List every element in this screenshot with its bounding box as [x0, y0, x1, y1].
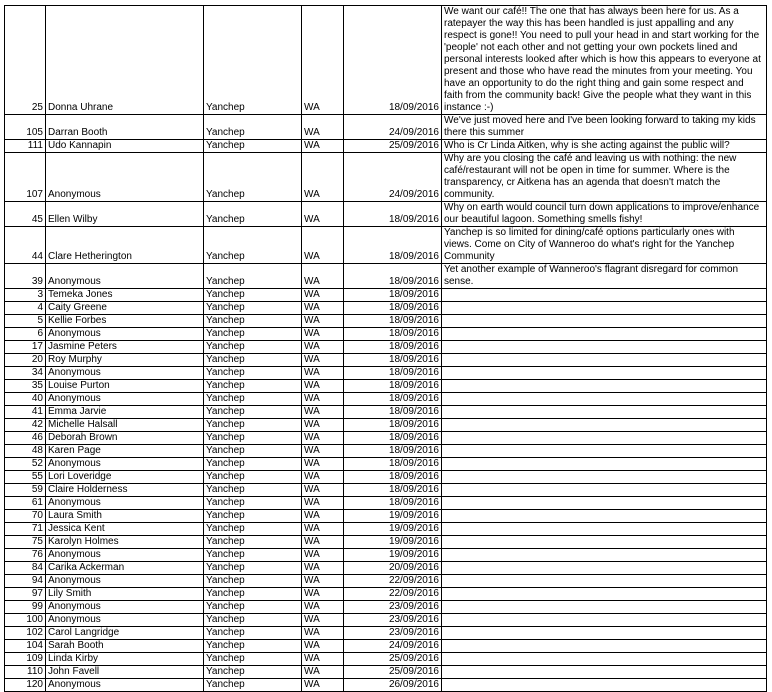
- cell-state: WA: [302, 367, 344, 380]
- cell-suburb: Yanchep: [204, 614, 302, 627]
- cell-comment: [442, 380, 767, 393]
- cell-id: 59: [5, 484, 46, 497]
- cell-id: 44: [5, 227, 46, 264]
- cell-suburb: Yanchep: [204, 6, 302, 115]
- cell-state: WA: [302, 536, 344, 549]
- cell-state: WA: [302, 341, 344, 354]
- cell-date: 18/09/2016: [344, 497, 442, 510]
- cell-state: WA: [302, 549, 344, 562]
- cell-date: 19/09/2016: [344, 549, 442, 562]
- cell-date: 18/09/2016: [344, 302, 442, 315]
- table-row: [5, 432, 767, 445]
- cell-state: WA: [302, 302, 344, 315]
- cell-suburb: Yanchep: [204, 510, 302, 523]
- cell-name: Anonymous: [46, 328, 204, 341]
- table-row: [5, 562, 767, 575]
- cell-date: 25/09/2016: [344, 653, 442, 666]
- cell-date: 19/09/2016: [344, 523, 442, 536]
- cell-date: 18/09/2016: [344, 264, 442, 289]
- cell-state: WA: [302, 393, 344, 406]
- cell-state: WA: [302, 153, 344, 202]
- cell-comment: [442, 471, 767, 484]
- cell-name: Clare Hetherington: [46, 227, 204, 264]
- table-row: [5, 484, 767, 497]
- cell-name: Louise Purton: [46, 380, 204, 393]
- cell-id: 48: [5, 445, 46, 458]
- table-row: [5, 445, 767, 458]
- cell-state: WA: [302, 227, 344, 264]
- table-row: [5, 458, 767, 471]
- table-row: [5, 367, 767, 380]
- cell-comment: [442, 666, 767, 679]
- cell-date: 18/09/2016: [344, 315, 442, 328]
- cell-date: 26/09/2016: [344, 679, 442, 692]
- cell-state: WA: [302, 380, 344, 393]
- cell-state: WA: [302, 601, 344, 614]
- cell-comment: [442, 601, 767, 614]
- cell-name: Anonymous: [46, 497, 204, 510]
- cell-state: WA: [302, 328, 344, 341]
- cell-suburb: Yanchep: [204, 679, 302, 692]
- cell-date: 18/09/2016: [344, 6, 442, 115]
- cell-comment: [442, 406, 767, 419]
- cell-suburb: Yanchep: [204, 202, 302, 227]
- cell-id: 4: [5, 302, 46, 315]
- cell-name: Claire Holderness: [46, 484, 204, 497]
- cell-state: WA: [302, 354, 344, 367]
- table-row: [5, 302, 767, 315]
- table-row: [5, 497, 767, 510]
- cell-name: Anonymous: [46, 601, 204, 614]
- cell-suburb: Yanchep: [204, 445, 302, 458]
- cell-state: WA: [302, 653, 344, 666]
- cell-date: 25/09/2016: [344, 140, 442, 153]
- table-row: [5, 666, 767, 679]
- cell-date: 23/09/2016: [344, 627, 442, 640]
- cell-state: WA: [302, 406, 344, 419]
- cell-comment: [442, 549, 767, 562]
- cell-id: 105: [5, 115, 46, 140]
- cell-id: 40: [5, 393, 46, 406]
- cell-id: 3: [5, 289, 46, 302]
- cell-date: 18/09/2016: [344, 354, 442, 367]
- cell-state: WA: [302, 497, 344, 510]
- cell-date: 24/09/2016: [344, 153, 442, 202]
- cell-comment: [442, 367, 767, 380]
- cell-comment: Yanchep is so limited for dining/café options particularly ones with views. Come on City of Wanneroo do what's right for the Yanchep Community: [442, 227, 767, 264]
- cell-name: John Favell: [46, 666, 204, 679]
- cell-name: Anonymous: [46, 458, 204, 471]
- cell-id: 102: [5, 627, 46, 640]
- table-row: [5, 202, 767, 227]
- cell-name: Laura Smith: [46, 510, 204, 523]
- table-row: [5, 419, 767, 432]
- cell-suburb: Yanchep: [204, 153, 302, 202]
- cell-date: 18/09/2016: [344, 367, 442, 380]
- cell-state: WA: [302, 523, 344, 536]
- cell-comment: [442, 575, 767, 588]
- cell-id: 20: [5, 354, 46, 367]
- table-row: [5, 653, 767, 666]
- cell-state: WA: [302, 432, 344, 445]
- cell-id: 71: [5, 523, 46, 536]
- cell-suburb: Yanchep: [204, 497, 302, 510]
- table-row: [5, 341, 767, 354]
- table-row: [5, 536, 767, 549]
- table-row: [5, 549, 767, 562]
- cell-id: 94: [5, 575, 46, 588]
- cell-suburb: Yanchep: [204, 227, 302, 264]
- table-row: [5, 640, 767, 653]
- cell-id: 100: [5, 614, 46, 627]
- cell-state: WA: [302, 588, 344, 601]
- cell-id: 35: [5, 380, 46, 393]
- cell-date: 18/09/2016: [344, 484, 442, 497]
- table-row: [5, 679, 767, 692]
- cell-id: 34: [5, 367, 46, 380]
- cell-id: 42: [5, 419, 46, 432]
- cell-name: Ellen Wilby: [46, 202, 204, 227]
- table-row: [5, 406, 767, 419]
- cell-date: 19/09/2016: [344, 536, 442, 549]
- cell-date: 24/09/2016: [344, 640, 442, 653]
- cell-date: 22/09/2016: [344, 588, 442, 601]
- cell-state: WA: [302, 614, 344, 627]
- cell-id: 107: [5, 153, 46, 202]
- cell-name: Anonymous: [46, 153, 204, 202]
- cell-suburb: Yanchep: [204, 419, 302, 432]
- cell-name: Emma Jarvie: [46, 406, 204, 419]
- cell-id: 6: [5, 328, 46, 341]
- cell-suburb: Yanchep: [204, 380, 302, 393]
- cell-suburb: Yanchep: [204, 627, 302, 640]
- cell-id: 84: [5, 562, 46, 575]
- cell-name: Sarah Booth: [46, 640, 204, 653]
- cell-id: 97: [5, 588, 46, 601]
- cell-date: 24/09/2016: [344, 115, 442, 140]
- cell-suburb: Yanchep: [204, 289, 302, 302]
- cell-comment: Why on earth would council turn down applications to improve/enhance our beautiful lagoon. Something smells fishy!: [442, 202, 767, 227]
- cell-date: 18/09/2016: [344, 458, 442, 471]
- cell-id: 5: [5, 315, 46, 328]
- cell-comment: [442, 289, 767, 302]
- cell-suburb: Yanchep: [204, 653, 302, 666]
- cell-suburb: Yanchep: [204, 458, 302, 471]
- cell-state: WA: [302, 640, 344, 653]
- cell-comment: Yet another example of Wanneroo's flagrant disregard for common sense.: [442, 264, 767, 289]
- table-row: [5, 471, 767, 484]
- cell-suburb: Yanchep: [204, 367, 302, 380]
- cell-date: 18/09/2016: [344, 419, 442, 432]
- cell-date: 18/09/2016: [344, 393, 442, 406]
- cell-comment: [442, 354, 767, 367]
- cell-name: Anonymous: [46, 393, 204, 406]
- cell-comment: [442, 419, 767, 432]
- cell-state: WA: [302, 289, 344, 302]
- cell-suburb: Yanchep: [204, 588, 302, 601]
- cell-name: Michelle Halsall: [46, 419, 204, 432]
- cell-suburb: Yanchep: [204, 666, 302, 679]
- cell-date: 18/09/2016: [344, 432, 442, 445]
- cell-date: 18/09/2016: [344, 289, 442, 302]
- cell-comment: [442, 393, 767, 406]
- table-row: [5, 264, 767, 289]
- cell-id: 55: [5, 471, 46, 484]
- table-row: [5, 140, 767, 153]
- cell-date: 22/09/2016: [344, 575, 442, 588]
- cell-suburb: Yanchep: [204, 601, 302, 614]
- cell-name: Lily Smith: [46, 588, 204, 601]
- cell-name: Roy Murphy: [46, 354, 204, 367]
- table-row: [5, 380, 767, 393]
- cell-suburb: Yanchep: [204, 406, 302, 419]
- table-row: [5, 289, 767, 302]
- cell-name: Anonymous: [46, 367, 204, 380]
- cell-name: Anonymous: [46, 679, 204, 692]
- cell-name: Darran Booth: [46, 115, 204, 140]
- cell-date: 18/09/2016: [344, 227, 442, 264]
- cell-state: WA: [302, 115, 344, 140]
- cell-comment: [442, 445, 767, 458]
- cell-id: 17: [5, 341, 46, 354]
- cell-name: Anonymous: [46, 614, 204, 627]
- table-row: [5, 315, 767, 328]
- cell-name: Linda Kirby: [46, 653, 204, 666]
- cell-name: Lori Loveridge: [46, 471, 204, 484]
- cell-suburb: Yanchep: [204, 341, 302, 354]
- cell-comment: [442, 341, 767, 354]
- cell-id: 110: [5, 666, 46, 679]
- cell-id: 75: [5, 536, 46, 549]
- table-row: [5, 523, 767, 536]
- cell-name: Karen Page: [46, 445, 204, 458]
- cell-suburb: Yanchep: [204, 393, 302, 406]
- cell-state: WA: [302, 679, 344, 692]
- cell-suburb: Yanchep: [204, 562, 302, 575]
- cell-suburb: Yanchep: [204, 115, 302, 140]
- cell-suburb: Yanchep: [204, 523, 302, 536]
- cell-suburb: Yanchep: [204, 315, 302, 328]
- cell-comment: We want our café!! The one that has always been here for us. As a ratepayer the way this has been handled is just appalling and any respect is gone!! You need to pull your head in and start working for the 'people' not each other and not getting your own pockets lined and personal interests looked after which is how this appears to everyone at present and those who have read the minutes from your meeting. You have an opportunity to do the right thing and gain some respect and faith from the community back! Give the people what they want in this instance :-): [442, 6, 767, 115]
- cell-state: WA: [302, 666, 344, 679]
- cell-state: WA: [302, 484, 344, 497]
- cell-comment: [442, 328, 767, 341]
- cell-name: Anonymous: [46, 549, 204, 562]
- cell-date: 18/09/2016: [344, 445, 442, 458]
- cell-name: Anonymous: [46, 264, 204, 289]
- cell-state: WA: [302, 445, 344, 458]
- submissions-table: [4, 5, 767, 692]
- cell-id: 39: [5, 264, 46, 289]
- cell-suburb: Yanchep: [204, 354, 302, 367]
- cell-suburb: Yanchep: [204, 575, 302, 588]
- cell-state: WA: [302, 202, 344, 227]
- cell-id: 99: [5, 601, 46, 614]
- cell-comment: [442, 653, 767, 666]
- cell-date: 23/09/2016: [344, 614, 442, 627]
- cell-comment: [442, 484, 767, 497]
- cell-name: Kellie Forbes: [46, 315, 204, 328]
- cell-id: 52: [5, 458, 46, 471]
- cell-suburb: Yanchep: [204, 328, 302, 341]
- cell-comment: We've just moved here and I've been looking forward to taking my kids there this summer: [442, 115, 767, 140]
- table-row: [5, 510, 767, 523]
- cell-name: Deborah Brown: [46, 432, 204, 445]
- cell-state: WA: [302, 140, 344, 153]
- cell-date: 25/09/2016: [344, 666, 442, 679]
- cell-id: 104: [5, 640, 46, 653]
- cell-name: Jessica Kent: [46, 523, 204, 536]
- cell-comment: [442, 640, 767, 653]
- cell-comment: [442, 432, 767, 445]
- cell-name: Caity Greene: [46, 302, 204, 315]
- cell-id: 70: [5, 510, 46, 523]
- cell-name: Jasmine Peters: [46, 341, 204, 354]
- table-row: [5, 614, 767, 627]
- table-row: [5, 328, 767, 341]
- cell-comment: [442, 497, 767, 510]
- cell-date: 20/09/2016: [344, 562, 442, 575]
- cell-name: Temeka Jones: [46, 289, 204, 302]
- cell-id: 109: [5, 653, 46, 666]
- table-row: [5, 575, 767, 588]
- cell-date: 18/09/2016: [344, 380, 442, 393]
- cell-state: WA: [302, 510, 344, 523]
- cell-date: 19/09/2016: [344, 510, 442, 523]
- cell-comment: [442, 679, 767, 692]
- cell-comment: [442, 315, 767, 328]
- cell-comment: [442, 627, 767, 640]
- cell-comment: [442, 523, 767, 536]
- cell-suburb: Yanchep: [204, 140, 302, 153]
- cell-state: WA: [302, 458, 344, 471]
- cell-id: 41: [5, 406, 46, 419]
- cell-date: 23/09/2016: [344, 601, 442, 614]
- cell-comment: Why are you closing the café and leaving us with nothing: the new café/restaurant will not be open in time for summer. Where is the transparency, cr Aitkena has an agenda that doesn't match the community.: [442, 153, 767, 202]
- cell-name: Udo Kannapin: [46, 140, 204, 153]
- table-row: [5, 115, 767, 140]
- cell-state: WA: [302, 6, 344, 115]
- cell-name: Anonymous: [46, 575, 204, 588]
- cell-suburb: Yanchep: [204, 536, 302, 549]
- cell-state: WA: [302, 471, 344, 484]
- cell-suburb: Yanchep: [204, 484, 302, 497]
- cell-comment: [442, 588, 767, 601]
- cell-state: WA: [302, 627, 344, 640]
- cell-name: Carol Langridge: [46, 627, 204, 640]
- cell-date: 18/09/2016: [344, 406, 442, 419]
- cell-comment: Who is Cr Linda Aitken, why is she acting against the public will?: [442, 140, 767, 153]
- cell-comment: [442, 614, 767, 627]
- cell-suburb: Yanchep: [204, 432, 302, 445]
- table-row: [5, 6, 767, 115]
- table-row: [5, 153, 767, 202]
- table-body: [5, 6, 767, 692]
- cell-state: WA: [302, 264, 344, 289]
- cell-name: Donna Uhrane: [46, 6, 204, 115]
- table-row: [5, 227, 767, 264]
- cell-id: 45: [5, 202, 46, 227]
- cell-state: WA: [302, 315, 344, 328]
- cell-date: 18/09/2016: [344, 341, 442, 354]
- cell-state: WA: [302, 575, 344, 588]
- cell-comment: [442, 562, 767, 575]
- cell-id: 61: [5, 497, 46, 510]
- cell-date: 18/09/2016: [344, 328, 442, 341]
- cell-state: WA: [302, 419, 344, 432]
- cell-state: WA: [302, 562, 344, 575]
- cell-comment: [442, 302, 767, 315]
- cell-suburb: Yanchep: [204, 471, 302, 484]
- cell-suburb: Yanchep: [204, 264, 302, 289]
- cell-name: Karolyn Holmes: [46, 536, 204, 549]
- table-row: [5, 393, 767, 406]
- cell-id: 25: [5, 6, 46, 115]
- cell-id: 111: [5, 140, 46, 153]
- cell-comment: [442, 458, 767, 471]
- table-row: [5, 588, 767, 601]
- table-row: [5, 627, 767, 640]
- cell-suburb: Yanchep: [204, 640, 302, 653]
- table-row: [5, 354, 767, 367]
- cell-suburb: Yanchep: [204, 549, 302, 562]
- cell-comment: [442, 536, 767, 549]
- cell-id: 76: [5, 549, 46, 562]
- cell-comment: [442, 510, 767, 523]
- cell-id: 120: [5, 679, 46, 692]
- table-row: [5, 601, 767, 614]
- cell-id: 46: [5, 432, 46, 445]
- cell-name: Carika Ackerman: [46, 562, 204, 575]
- cell-suburb: Yanchep: [204, 302, 302, 315]
- cell-date: 18/09/2016: [344, 471, 442, 484]
- cell-date: 18/09/2016: [344, 202, 442, 227]
